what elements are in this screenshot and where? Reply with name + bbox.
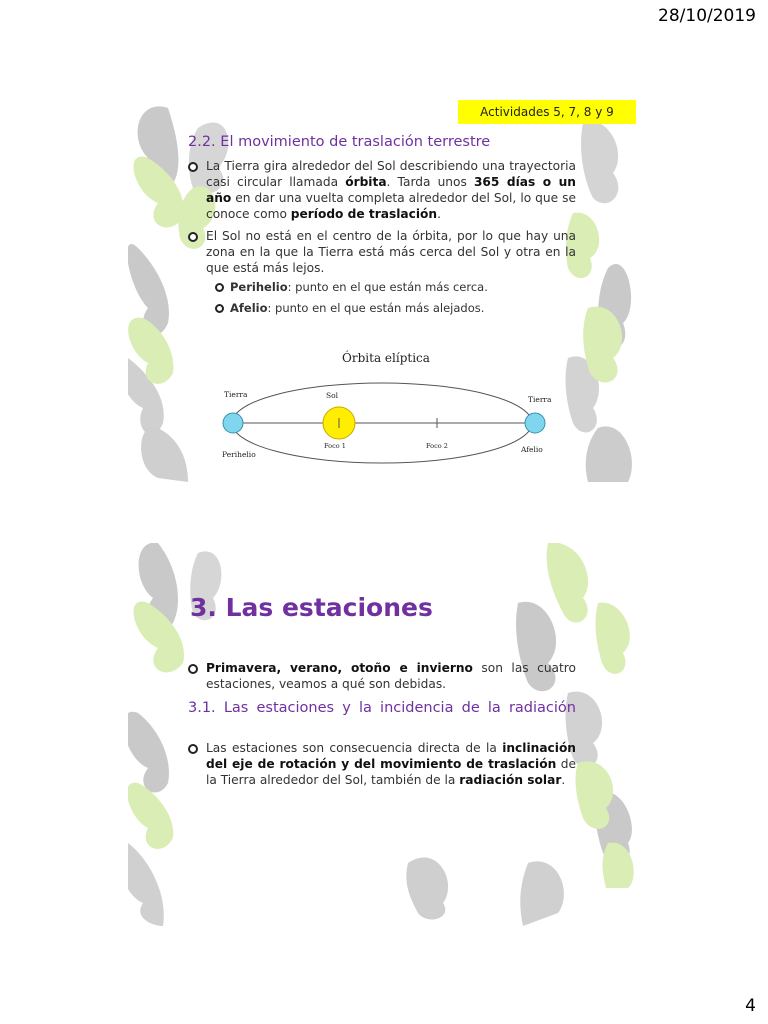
label-earth-left: Tierra [224, 390, 248, 399]
slide-1 [128, 98, 640, 482]
bullet-marker [188, 232, 198, 242]
term-aphelion: Afelio [230, 301, 268, 315]
bullet-text: Las estaciones son consecuencia directa de la [206, 741, 503, 755]
label-perihelion: Perihelio [222, 450, 256, 459]
page-date: 28/10/2019 [658, 6, 756, 26]
bullet-marker [188, 664, 198, 674]
bullet-bold: inclinación del eje de rotación y del movimiento de traslación [206, 741, 576, 771]
bullet-text: . Tarda unos [386, 175, 474, 189]
label-aphelion: Afelio [521, 445, 543, 454]
bullet-seasons [206, 660, 576, 692]
bullet-bold: período de traslación [290, 207, 438, 221]
diagram-title: Órbita elíptica [342, 351, 430, 365]
label-focus-1: Foco 1 [324, 442, 346, 450]
earth-right-icon [525, 413, 545, 433]
bullet-text: . [561, 773, 566, 787]
bullet-bold: Primavera, verano, otoño e invierno [206, 661, 473, 675]
label-earth-right: Tierra [528, 395, 552, 404]
bullet-bold: radiación solar [459, 773, 562, 787]
bullet-orbit [206, 158, 576, 222]
bullet-text: El Sol no está en el centro de la órbita, por lo que hay una zona en la que la Tierra está más cerca del Sol y otra en la que está más lejos. [206, 229, 576, 275]
sub-bullet-perihelion [230, 280, 570, 295]
label-sun: Sol [326, 391, 339, 400]
bullet-bold: 365 días o un año [206, 175, 576, 205]
sub-bullet-marker [215, 304, 224, 313]
definition-text: : punto en el que están más cerca. [287, 280, 488, 294]
bullet-season-causes [206, 740, 576, 788]
section-heading-3-1: 3.1. Las estaciones y la incidencia de la radiación [188, 700, 576, 716]
earth-left-icon [223, 413, 243, 433]
bullet-text: . [437, 207, 441, 221]
term-perihelion: Perihelio [230, 280, 288, 294]
page-number: 4 [745, 996, 756, 1016]
sub-bullet-marker [215, 283, 224, 292]
bullet-text: de la Tierra alrededor del Sol, también de la [206, 757, 576, 787]
bullet-text: La Tierra gira alrededor del Sol describiendo una trayectoria casi circular llamada [206, 159, 576, 189]
slide-title: 3. Las estaciones [190, 593, 433, 622]
bullet-text: en dar una vuelta completa alrededor del Sol, lo que se conoce como [206, 191, 576, 221]
bullet-text: son las cuatro estaciones, veamos a qué son debidas. [206, 661, 577, 691]
definition-text: : punto en el que están más alejados. [267, 301, 485, 315]
bullet-sun-position [206, 228, 576, 276]
sub-bullet-aphelion [230, 301, 570, 316]
elliptical-orbit-diagram [220, 340, 556, 482]
slide-2 [128, 543, 640, 926]
bullet-marker [188, 744, 198, 754]
bullet-bold: órbita [345, 175, 387, 189]
label-focus-2: Foco 2 [426, 442, 448, 450]
section-heading-2-2: 2.2. El movimiento de traslación terrestre [188, 134, 491, 150]
bullet-marker [188, 162, 198, 172]
activities-badge: Actividades 5, 7, 8 y 9 [458, 100, 636, 124]
